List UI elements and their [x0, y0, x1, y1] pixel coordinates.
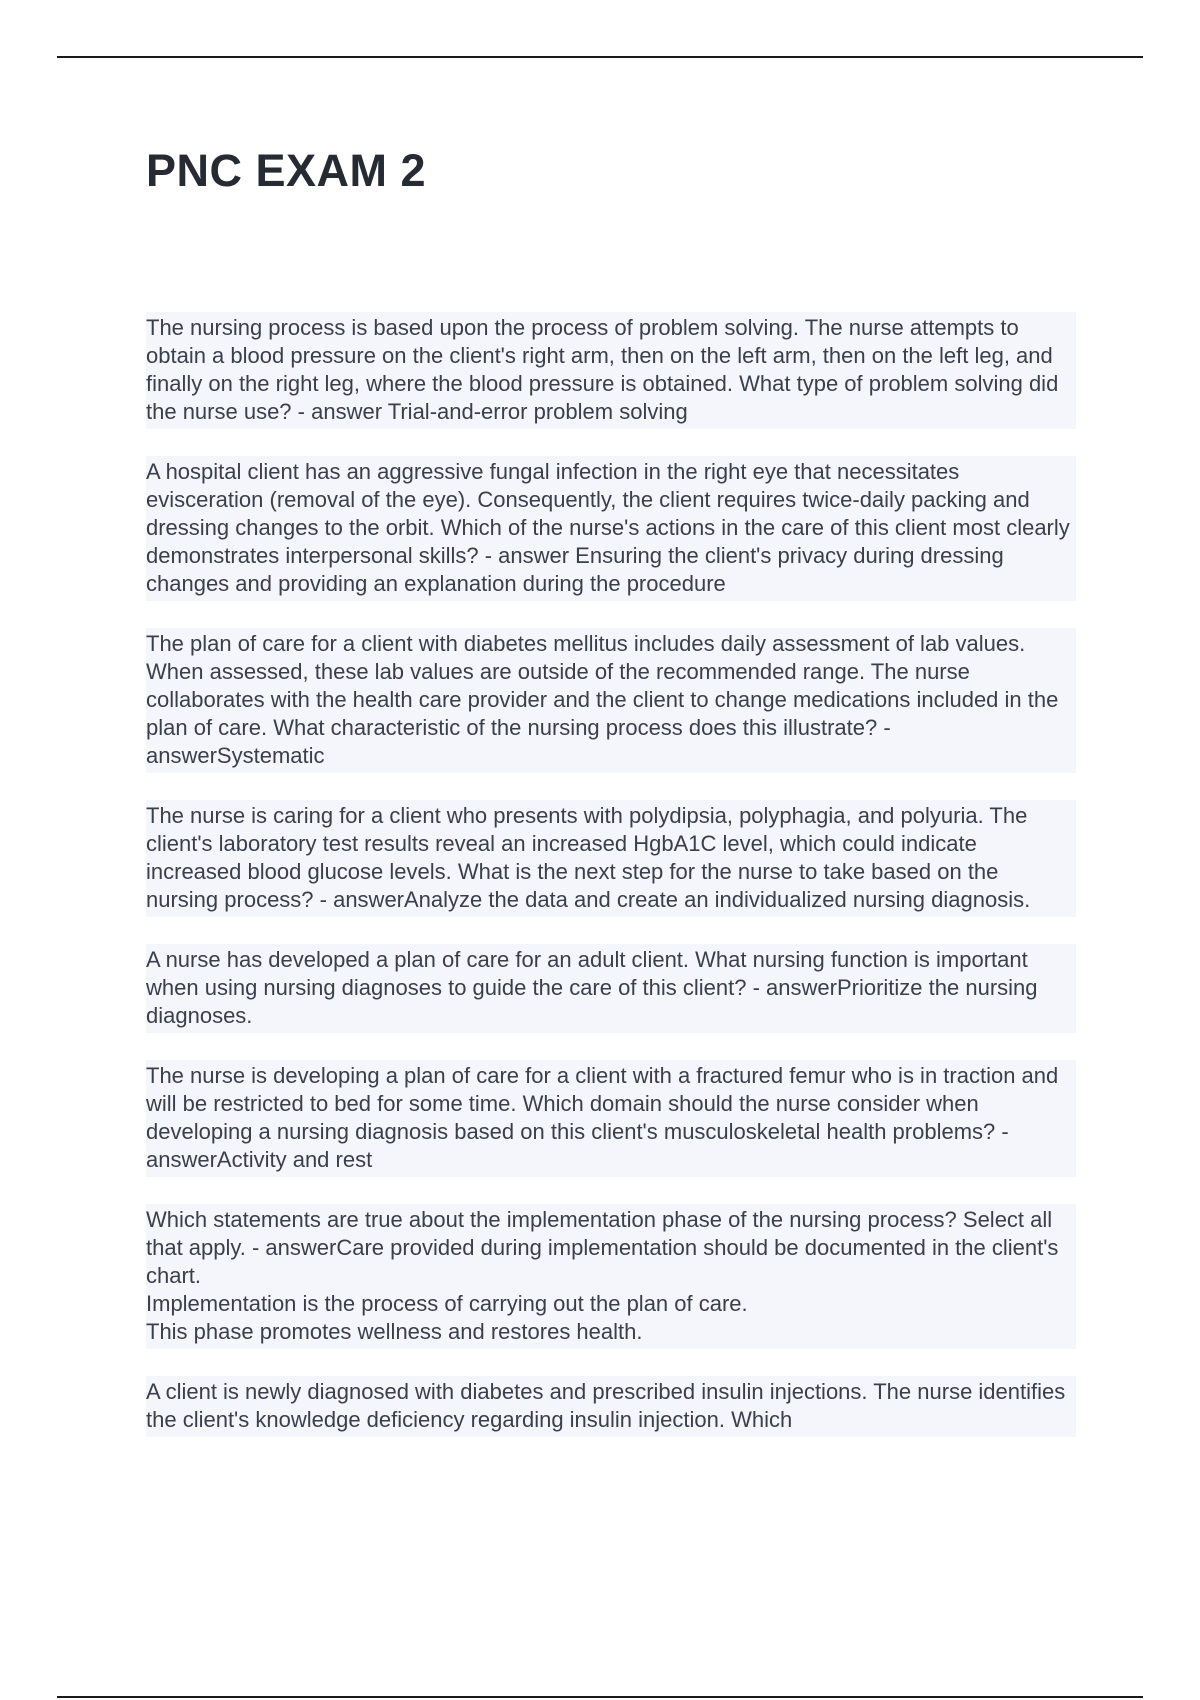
- top-rule: [57, 56, 1143, 58]
- qa-item-6: The nurse is developing a plan of care for a client with a fractured femur who is in traction and will be restricted to bed for some time. Which domain should the nurse consider when developing a nursing diagnosis based on this client's musculoskeletal health problems? - answerActivity and rest: [146, 1060, 1076, 1177]
- qa-item-3: The plan of care for a client with diabetes mellitus includes daily assessment of lab values. When assessed, these lab values are outside of the recommended range. The nurse collaborates with the health care provider and the client to change medications included in the plan of care. What characteristic of the nursing process does this illustrate? - answerSystematic: [146, 628, 1076, 773]
- qa-item-5: A nurse has developed a plan of care for an adult client. What nursing function is important when using nursing diagnoses to guide the care of this client? - answerPrioritize the nursing diagnoses.: [146, 944, 1076, 1033]
- qa-item-8: A client is newly diagnosed with diabetes and prescribed insulin injections. The nurse identifies the client's knowledge deficiency regarding insulin injection. Which: [146, 1376, 1076, 1437]
- qa-item-2: A hospital client has an aggressive fungal infection in the right eye that necessitates evisceration (removal of the eye). Consequently, the client requires twice-daily packing and dressing changes to the orbit. Which of the nurse's actions in the care of this client most clearly demonstrates interpersonal skills? - answer Ensuring the client's privacy during dressing changes and providing an explanation during the procedure: [146, 456, 1076, 601]
- page-title: PNC EXAM 2: [146, 145, 427, 196]
- bottom-rule: [57, 1696, 1143, 1698]
- qa-list: [146, 312, 1076, 1464]
- qa-item-4: The nurse is caring for a client who presents with polydipsia, polyphagia, and polyuria. The client's laboratory test results reveal an increased HgbA1C level, which could indicate increased blood glucose levels. What is the next step for the nurse to take based on the nursing process? - answerAnalyze the data and create an individualized nursing diagnosis.: [146, 800, 1076, 917]
- qa-item-1: The nursing process is based upon the process of problem solving. The nurse attempts to obtain a blood pressure on the client's right arm, then on the left arm, then on the left leg, and finally on the right leg, where the blood pressure is obtained. What type of problem solving did the nurse use? - answer Trial-and-error problem solving: [146, 312, 1076, 429]
- qa-item-7: Which statements are true about the implementation phase of the nursing process? Select all that apply. - answerCare provided during implementation should be documented in the client's chart. Implementation is the process of carrying out the plan of care. This phase promotes wellness and restores health.: [146, 1204, 1076, 1349]
